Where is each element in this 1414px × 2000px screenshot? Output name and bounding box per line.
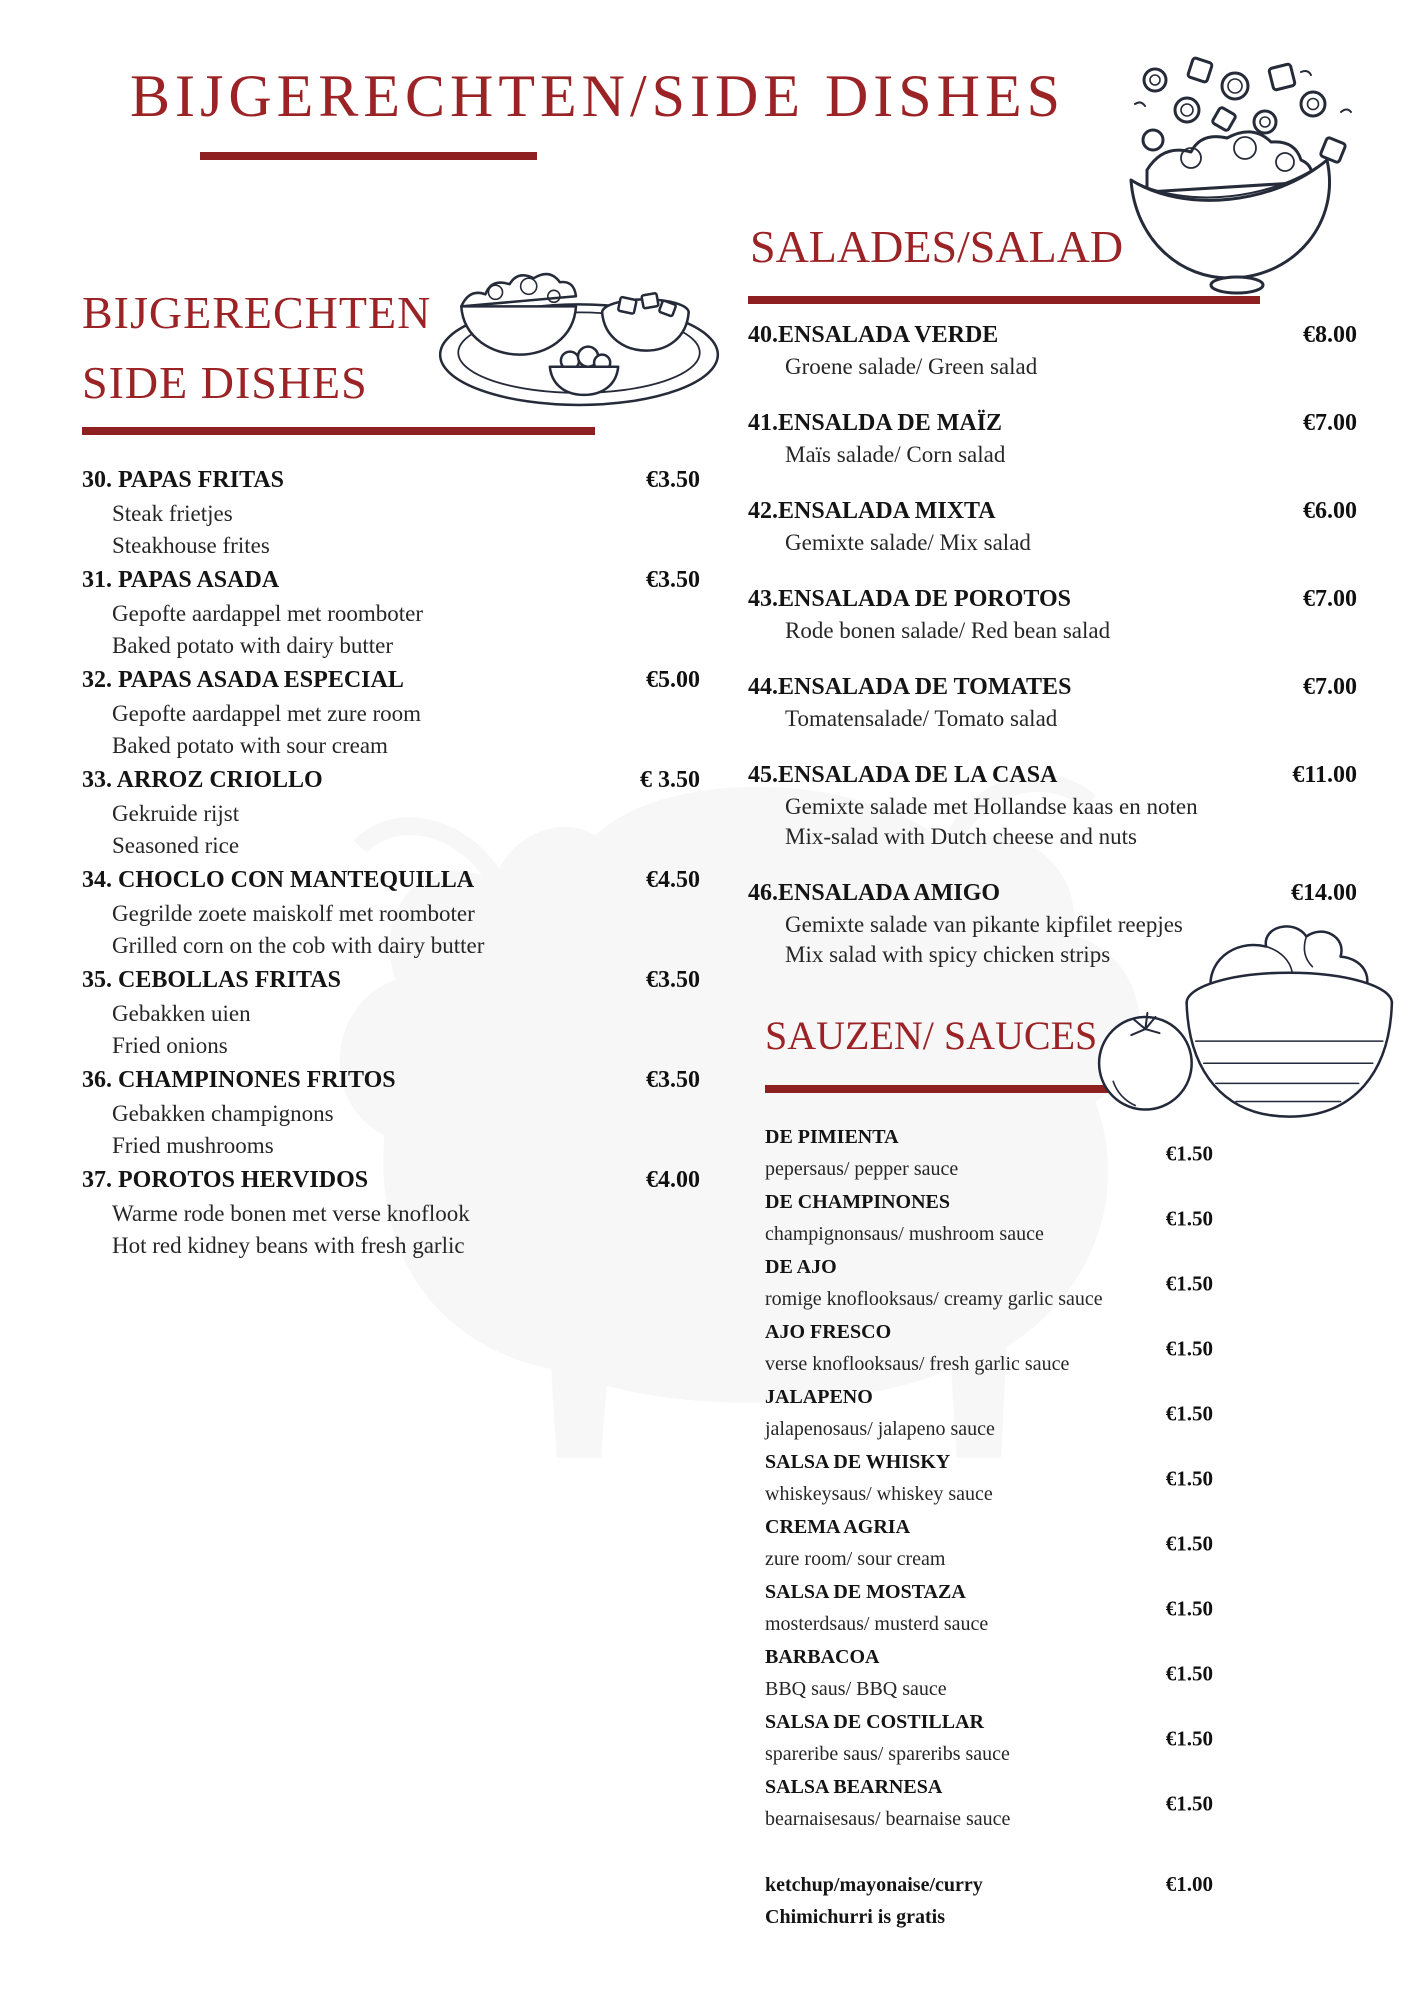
sauce-name: BARBACOA [765,1646,880,1668]
menu-item-price: € 3.50 [640,767,700,793]
menu-item [82,762,700,862]
menu-item-desc: Groene salade/ Green salad [785,354,1038,379]
sauce-name: CREMA AGRIA [765,1516,911,1538]
menu-item-price: €7.00 [1303,586,1357,612]
menu-item-desc: Gemixte salade/ Mix salad [785,530,1031,555]
menu-item-desc-en: Steakhouse frites [112,533,270,558]
sauce-desc: whiskeysaus/ whiskey sauce [765,1483,993,1505]
menu-item-desc-en: Seasoned rice [112,833,240,858]
sauce-name: SALSA DE WHISKY [765,1451,951,1473]
menu-item-price: €7.00 [1303,674,1357,700]
sauce-item [765,1122,1213,1185]
menu-item-desc-en: Hot red kidney beans with fresh garlic [112,1233,465,1258]
menu-item-desc-en: Baked potato with dairy butter [112,633,394,658]
menu-item [82,1062,700,1162]
sauce-price: €1.50 [1165,1791,1213,1815]
menu-item-price: €14.00 [1291,880,1357,906]
menu-item-name: 40.ENSALADA VERDE [748,322,999,348]
menu-item-price: €7.00 [1303,410,1357,436]
menu-item [748,494,1357,558]
side-dishes-heading-line2: SIDE DISHES [82,357,368,408]
sauce-desc: mosterdsaus/ musterd sauce [765,1613,989,1635]
menu-item-desc-nl: Gepofte aardappel met roomboter [112,601,424,626]
sauce-desc: champignonsaus/ mushroom sauce [765,1223,1044,1245]
sauce-price: €1.50 [1165,1596,1213,1620]
menu-item-price: €3.50 [646,967,700,993]
sauce-name: AJO FRESCO [765,1321,892,1343]
sauce-name: DE PIMIENTA [765,1126,899,1148]
menu-item-desc-nl: Gepofte aardappel met zure room [112,701,422,726]
menu-item-desc: Gemixte salade van pikante kipfilet reepjes [785,912,1183,937]
sauce-item [765,1252,1213,1315]
menu-item-name: 36. CHAMPINONES FRITOS [82,1067,396,1093]
sauce-desc: BBQ saus/ BBQ sauce [765,1678,947,1700]
menu-item-name: 33. ARROZ CRIOLLO [82,767,323,793]
menu-item-desc-nl: Gekruide rijst [112,801,240,826]
menu-item [748,582,1357,646]
menu-item-desc-nl: Gebakken uien [112,1001,251,1026]
sauce-name: DE CHAMPINONES [765,1191,951,1213]
sauce-desc: romige knoflooksaus/ creamy garlic sauce [765,1288,1103,1310]
sauce-name: SALSA BEARNESA [765,1776,943,1798]
menu-item [748,318,1357,382]
sauces-rows [765,1122,1213,1835]
page-title: BIJGERECHTEN/SIDE DISHES [130,63,1066,129]
side-dishes-plate-illustration [433,246,725,412]
menu-item-desc-en: Fried mushrooms [112,1133,274,1158]
menu-item-desc-en: Grilled corn on the cob with dairy butter [112,933,485,958]
sauces-footer [765,1869,1213,1933]
sauce-item [765,1577,1213,1640]
menu-item-desc: Gemixte salade met Hollandse kaas en noten [785,794,1198,819]
sauce-price: €1.50 [1165,1466,1213,1490]
sauce-price: €1.50 [1165,1726,1213,1750]
menu-item [82,862,700,962]
sauce-desc: bearnaisesaus/ bearnaise sauce [765,1808,1011,1830]
menu-item-price: €4.50 [646,867,700,893]
menu-item [82,1162,700,1262]
menu-item-name: 43.ENSALADA DE POROTOS [748,586,1071,612]
sauce-price: €1.50 [1165,1531,1213,1555]
menu-item-desc: Rode bonen salade/ Red bean salad [785,618,1111,643]
sauce-bowl-illustration [1083,910,1410,1132]
menu-item [82,662,700,762]
menu-item-desc-nl: Steak frietjes [112,501,233,526]
menu-item-price: €8.00 [1303,322,1357,348]
menu-item-name: 37. POROTOS HERVIDOS [82,1167,369,1193]
sauce-item [765,1772,1213,1835]
sauce-desc: spareribe saus/ spareribs sauce [765,1743,1010,1765]
menu-item [82,962,700,1062]
menu-item-desc: Tomatensalade/ Tomato salad [785,706,1058,731]
side-dishes-list [82,462,700,1262]
sauces-heading: SAUZEN/ SAUCES [765,1013,1098,1058]
menu-item [748,406,1357,470]
menu-item-price: €5.00 [646,667,700,693]
menu-item-name: 42.ENSALADA MIXTA [748,498,996,524]
menu-item-name: 44.ENSALADA DE TOMATES [748,674,1072,700]
sauce-name: DE AJO [765,1256,837,1278]
menu-item-price: €11.00 [1292,762,1357,788]
menu-item-desc: Maïs salade/ Corn salad [785,442,1006,467]
menu-item-price: €4.00 [646,1167,700,1193]
menu-item-desc-nl: Warme rode bonen met verse knoflook [112,1201,470,1226]
condiments-price: €1.00 [1165,1872,1213,1896]
sauce-desc: zure room/ sour cream [765,1548,946,1570]
chimichurri-note: Chimichurri is gratis [765,1906,945,1928]
sauce-name: SALSA DE MOSTAZA [765,1581,966,1603]
menu-item-name: 45.ENSALADA DE LA CASA [748,762,1058,788]
sauce-price: €1.50 [1165,1141,1213,1165]
menu-item [82,462,700,562]
salads-list [748,318,1357,994]
sauce-item [765,1382,1213,1445]
menu-item-price: €3.50 [646,1067,700,1093]
sauce-item [765,1642,1213,1705]
menu-item-desc-en: Baked potato with sour cream [112,733,388,758]
sauce-price: €1.50 [1165,1401,1213,1425]
menu-item-name: 32. PAPAS ASADA ESPECIAL [82,667,404,693]
menu-item-name: 46.ENSALADA AMIGO [748,880,1001,906]
title-rule [200,152,537,160]
sauce-item [765,1512,1213,1575]
sauce-name: SALSA DE COSTILLAR [765,1711,984,1733]
sauce-price: €1.50 [1165,1661,1213,1685]
side-dishes-heading-line1: BIJGERECHTEN [82,287,432,338]
sauce-price: €1.50 [1165,1336,1213,1360]
menu-item-desc-en: Mix-salad with Dutch cheese and nuts [785,824,1137,849]
sauce-item [765,1707,1213,1770]
menu-item-price: €3.50 [646,567,700,593]
salads-rule [748,296,1260,304]
menu-item-name: 31. PAPAS ASADA [82,567,280,593]
menu-item-desc-nl: Gegrilde zoete maiskolf met roomboter [112,901,475,926]
menu-item-price: €3.50 [646,467,700,493]
sauce-desc: pepersaus/ pepper sauce [765,1158,959,1180]
menu-item [82,562,700,662]
sauce-item [765,1317,1213,1380]
menu-item-price: €6.00 [1303,498,1357,524]
sauce-desc: verse knoflooksaus/ fresh garlic sauce [765,1353,1070,1375]
menu-item-name: 34. CHOCLO CON MANTEQUILLA [82,867,475,893]
menu-item-name: 41.ENSALDA DE MAÏZ [748,410,1003,436]
sauce-item [765,1187,1213,1250]
side-dishes-rule [82,427,595,435]
condiments-label: ketchup/mayonaise/curry [765,1874,983,1896]
sauces-list [765,1122,1213,1933]
menu-item [748,758,1357,852]
menu-item [748,670,1357,734]
sauce-price: €1.50 [1165,1271,1213,1295]
sauce-price: €1.50 [1165,1206,1213,1230]
menu-item-desc-en: Fried onions [112,1033,228,1058]
menu-item-desc-en: Mix salad with spicy chicken strips [785,942,1111,967]
sauce-item [765,1447,1213,1510]
sauce-name: JALAPENO [765,1386,873,1408]
salad-bowl-illustration [1095,52,1365,302]
side-dishes-heading [82,278,431,418]
menu-item-desc-nl: Gebakken champignons [112,1101,334,1126]
menu-item-name: 35. CEBOLLAS FRITAS [82,967,341,993]
salads-heading: SALADES/SALAD [750,221,1124,272]
menu-item-name: 30. PAPAS FRITAS [82,467,285,493]
sauce-desc: jalapenosaus/ jalapeno sauce [765,1418,995,1440]
